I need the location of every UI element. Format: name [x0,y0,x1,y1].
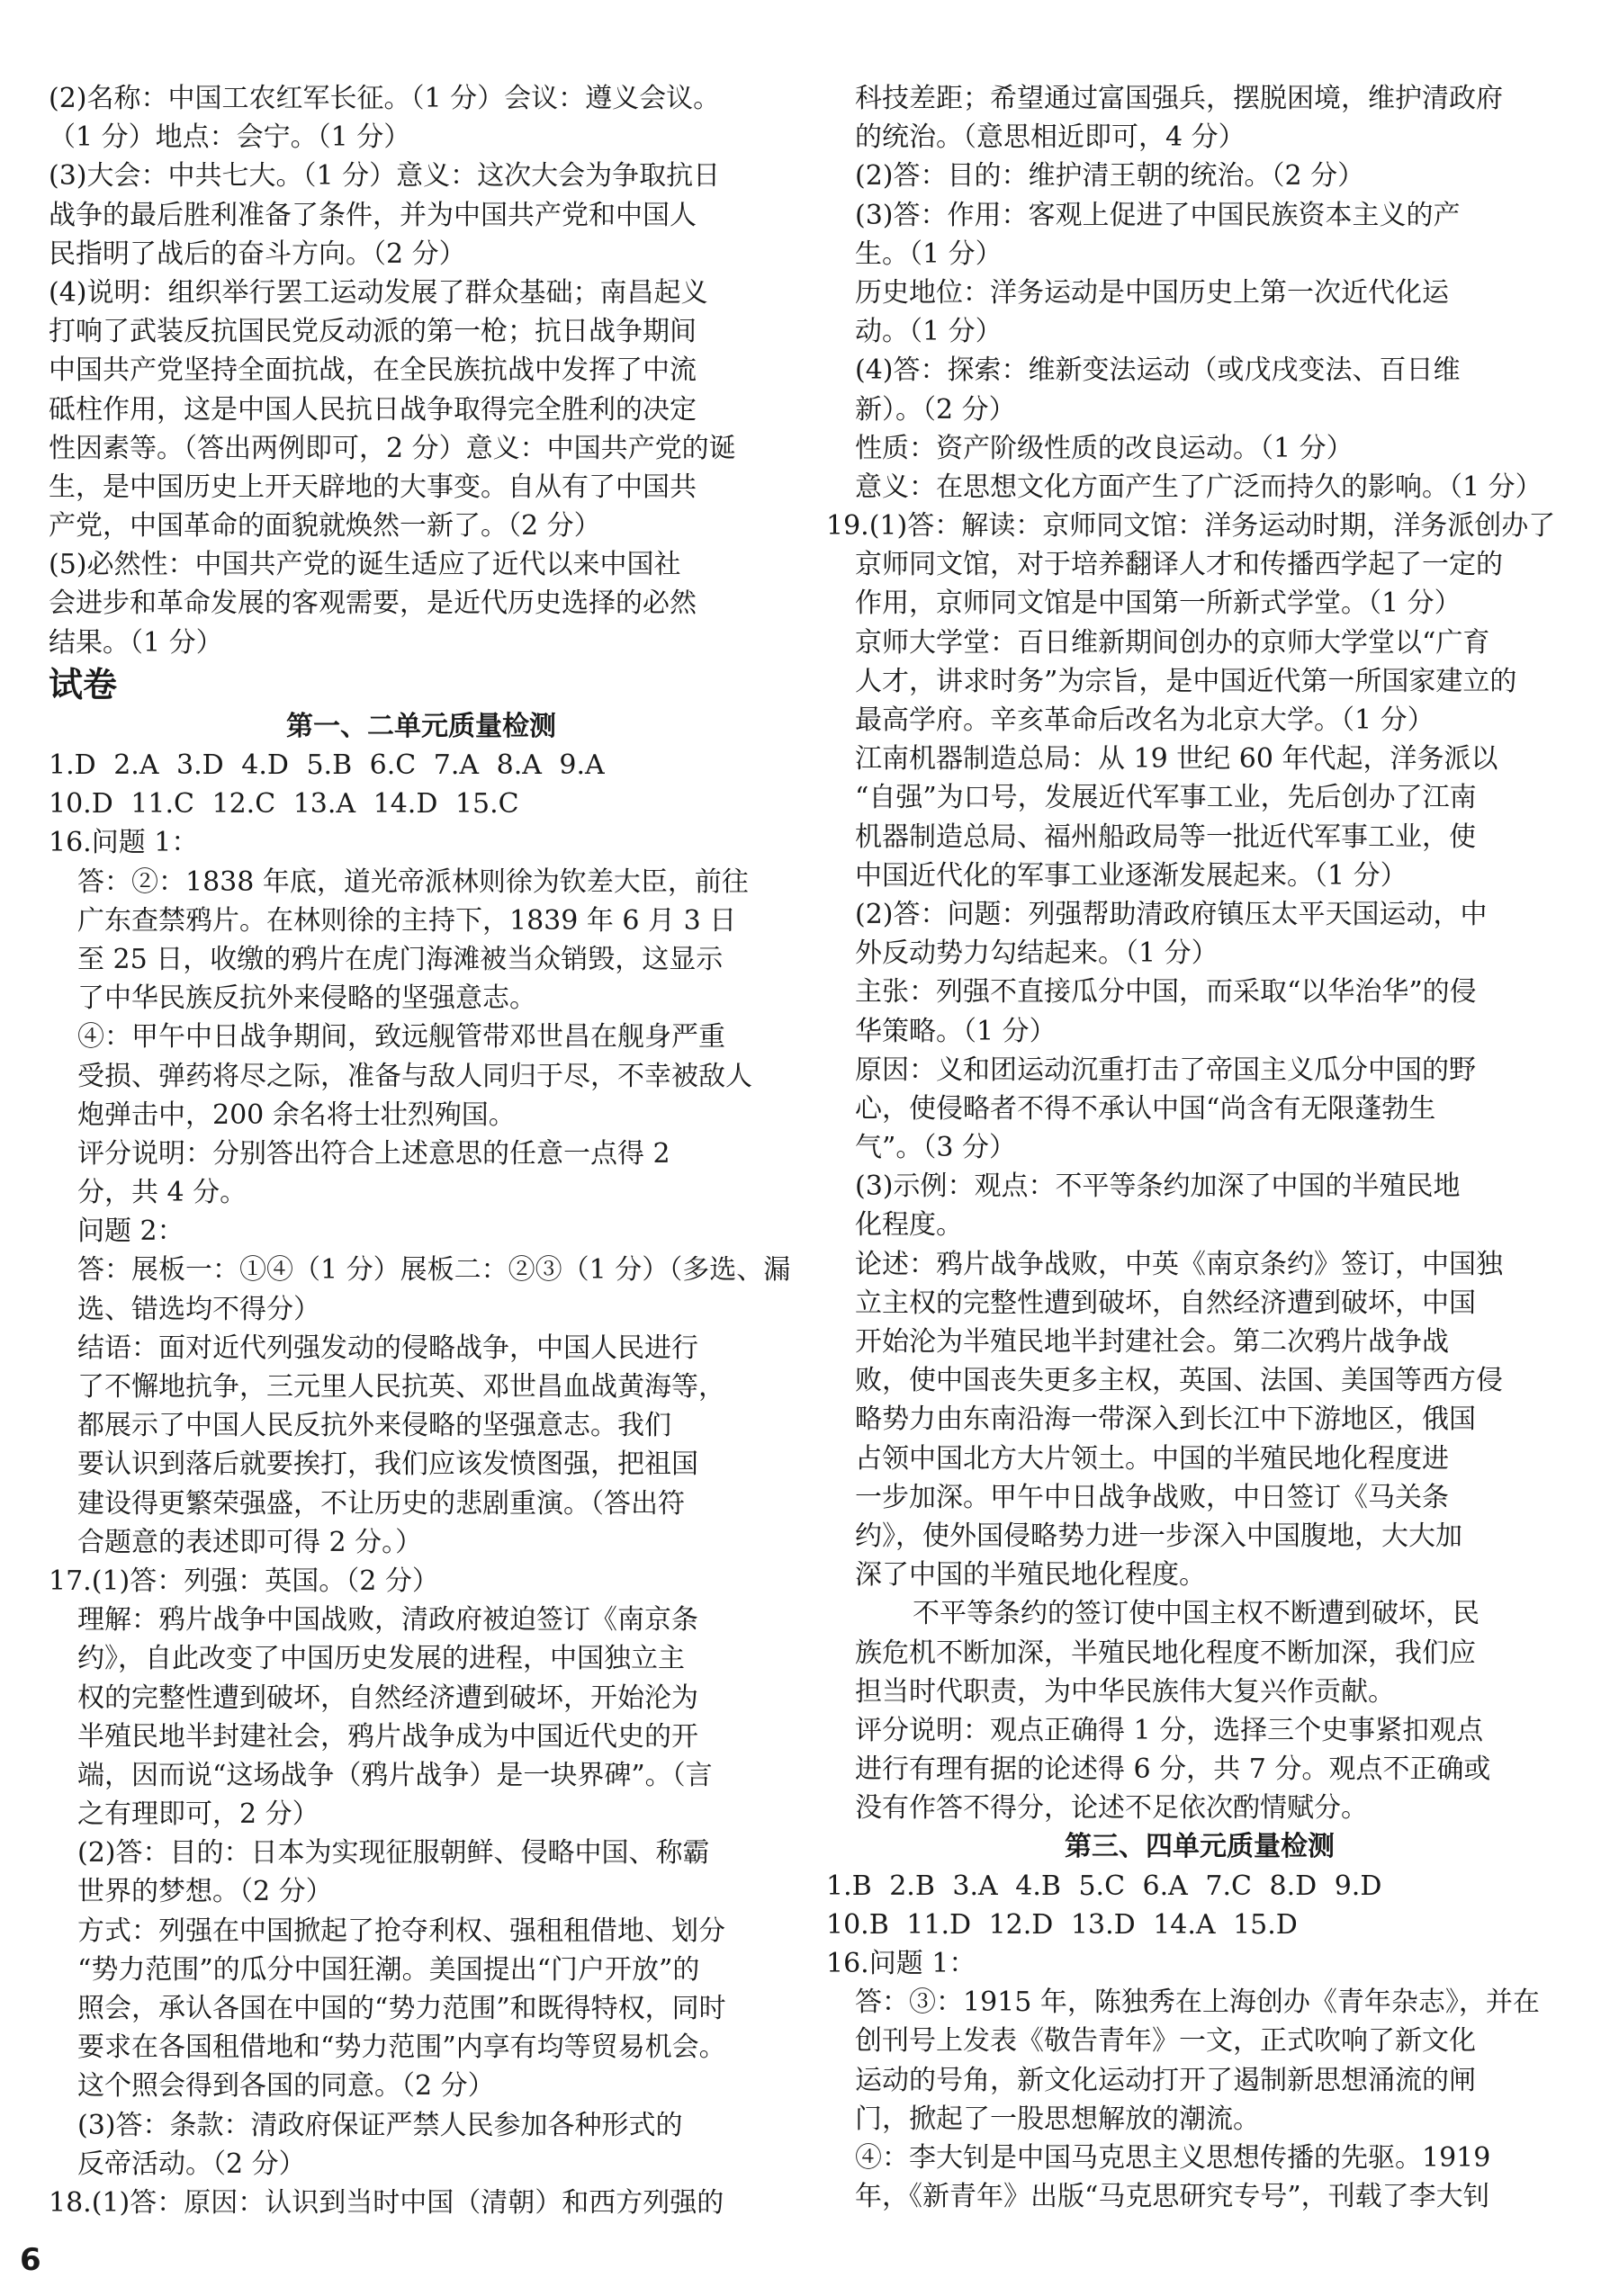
text-line: 生。（1 分） [855,238,1003,270]
text-line: ④：甲午中日战争期间，致远舰管带邓世昌在舰身严重 [77,1021,725,1054]
text-line: 外反动势力勾结起来。（1 分） [855,937,1219,970]
text-line: 论述：鸦片战争战败，中英《南京条约》签订，中国独 [855,1248,1503,1280]
text-line: “势力范围”的瓜分中国狂潮。美国提出“门户开放”的 [77,1953,700,1986]
text-line: 心，使侵略者不得不承认中国“尚含有无限蓬勃生 [855,1092,1436,1125]
text-line: 担当时代职责，为中华民族伟大复兴作贡献。 [855,1675,1395,1708]
text-line: 答：展板一：①④（1 分）展板二：②③（1 分）（多选、漏 [77,1254,791,1287]
text-line: 这个照会得到各国的同意。（2 分） [77,2070,495,2103]
text-line: 评分说明：分别答出符合上述意思的任意一点得 2 [77,1137,670,1170]
text-line: 气”。（3 分） [855,1132,1016,1164]
text-line: 不平等条约的签订使中国主权不断遭到破坏，民 [913,1598,1480,1630]
left-column [49,79,794,2222]
text-line: 意义：在思想文化方面产生了广泛而持久的影响。（1 分） [855,471,1543,503]
text-line: 战争的最后胜利准备了条件，并为中国共产党和中国人 [49,199,697,231]
text-line: 人才，讲求时务”为宗旨，是中国近代第一所国家建立的 [855,665,1517,697]
text-line: 约》，使外国侵略势力进一步深入中国腹地，大大加 [855,1520,1462,1552]
text-line: 建设得更繁荣强盛，不让历史的悲剧重演。（答出符 [77,1487,685,1520]
text-line: (3)示例：观点：不平等条约加深了中国的半殖民地 [855,1170,1461,1203]
text-line: (4)答：探索：维新变法运动（或戊戌变法、百日维 [855,354,1461,387]
exam-section-title: 第三、四单元质量检测 [1065,1831,1335,1863]
choice-answers-row: 10.D 11.C 12.C 13.A 14.D 15.C [49,788,519,821]
choice-answers-row: 1.D 2.A 3.D 4.D 5.B 6.C 7.A 8.A 9.A [49,749,605,781]
text-line: 略势力由东南沿海一带深入到长江中下游地区，俄国 [855,1404,1476,1436]
text-line: “自强”为口号，发展近代军事工业，先后创办了江南 [855,782,1477,814]
text-line: (2)答：问题：列强帮助清政府镇压太平天国运动，中 [855,898,1488,930]
text-line: 生，是中国历史上开天辟地的大事变。自从有了中国共 [49,471,697,503]
text-line: 机器制造总局、福州船政局等一批近代军事工业，使 [855,821,1476,853]
text-line: (2)答：目的：维护清王朝的统治。（2 分） [855,160,1365,193]
text-line: 华策略。（1 分） [855,1015,1057,1047]
text-line: (2)名称：中国工农红军长征。（1 分）会议：遵义会议。 [49,83,721,114]
text-line: 半殖民地半封建社会，鸦片战争成为中国近代史的开 [77,1720,698,1753]
page-number: 6 [20,2242,41,2278]
text-line: ④：李大钊是中国马克思主义思想传播的先驱。1919 [855,2141,1491,2174]
text-line: 年，《新青年》出版“马克思研究专号”，刊载了李大钊 [855,2181,1490,2213]
text-line: 18.(1)答：原因：认识到当时中国（清朝）和西方列强的 [49,2186,724,2219]
text-line: 性质：资产阶级性质的改良运动。（1 分） [855,432,1354,464]
text-line: 的统治。（意思相近即可，4 分） [855,121,1246,154]
text-line: 了不懈地抗争，三元里人民抗英、邓世昌血战黄海等， [77,1371,725,1403]
text-line: 结果。（1 分） [49,626,223,659]
text-line: 都展示了中国人民反抗外来侵略的坚强意志。我们 [77,1410,671,1442]
text-line: 问题 2： [77,1215,184,1248]
text-line: (3)大会：中共七大。（1 分）意义：这次大会为争取抗日 [49,160,721,193]
text-line: 门，掀起了一股思想解放的潮流。 [855,2103,1260,2135]
text-line: 方式：列强在中国掀起了抢夺利权、强租租借地、划分 [77,1915,725,1947]
text-line: 产党，中国革命的面貌就焕然一新了。（2 分） [49,510,601,543]
text-line: 立主权的完整性遭到破坏，自然经济遭到破坏，中国 [855,1287,1476,1319]
section-heading: 试卷 [49,664,118,704]
text-line: 结语：面对近代列强发动的侵略战争，中国人民进行 [77,1332,698,1364]
text-line: 照会，承认各国在中国的“势力范围”和既得特权，同时 [77,1993,726,2024]
text-line: 会进步和革命发展的客观需要，是近代历史选择的必然 [49,587,697,620]
text-line: 世界的梦想。（2 分） [77,1876,333,1908]
text-line: 之有理即可，2 分） [77,1798,319,1831]
text-line: 17.(1)答：列强：英国。（2 分） [49,1565,439,1597]
text-line: 败，使中国丧失更多主权，英国、法国、美国等西方侵 [855,1365,1503,1397]
text-line: 要求在各国租借地和“势力范围”内享有均等贸易机会。 [77,2031,726,2064]
text-line: 深了中国的半殖民地化程度。 [855,1559,1206,1592]
text-line: 创刊号上发表《敬告青年》一文，正式吹响了新文化 [855,2025,1476,2058]
text-line: 答：②：1838 年底，道光帝派林则徐为钦差大臣，前往 [77,865,749,898]
text-line: 理解：鸦片战争中国战败，清政府被迫签订《南京条 [77,1604,698,1637]
text-line: 开始沦为半殖民地半封建社会。第二次鸦片战争战 [855,1326,1449,1358]
text-line: 约》，自此改变了中国历史发展的进程，中国独立主 [77,1643,685,1675]
text-line: (5)必然性：中国共产党的诞生适应了近代以来中国社 [49,549,681,581]
text-line: 砥柱作用，这是中国人民抗日战争取得完全胜利的决定 [49,393,697,426]
text-line: 要认识到落后就要挨打，我们应该发愤图强，把祖国 [77,1448,698,1481]
right-column [826,79,1573,2216]
text-line: 16.问题 1： [49,827,199,859]
text-line: 选、错选均不得分） [77,1293,320,1325]
text-line: 进行有理有据的论述得 6 分，共 7 分。观点不正确或 [855,1753,1491,1786]
text-line: 民指明了战后的奋斗方向。（2 分） [49,238,466,270]
text-line: 受损、弹药将尽之际，准备与敌人同归于尽，不幸被敌人 [77,1060,752,1092]
text-line: 打响了武装反抗国民党反动派的第一枪；抗日战争期间 [49,316,697,348]
text-line: 新）。（2 分） [855,393,1016,426]
text-line: 答：③：1915 年，陈独秀在上海创办《青年杂志》，并在 [855,1987,1540,2019]
text-line: 16.问题 1： [826,1948,976,1979]
text-line: 作用，京师同文馆是中国第一所新式学堂。（1 分） [855,587,1462,620]
text-line: 京师大学堂：百日维新期间创办的京师大学堂以“广育 [855,626,1490,659]
text-line: 了中华民族反抗外来侵略的坚强意志。 [77,982,536,1015]
text-line: 江南机器制造总局：从 19 世纪 60 年代起，洋务派以 [855,743,1498,776]
choice-answers-row: 1.B 2.B 3.A 4.B 5.C 6.A 7.C 8.D 9.D [826,1870,1382,1902]
text-line: 端，因而说“这场战争（鸦片战争）是一块界碑”。（言 [77,1759,713,1791]
exam-section-title: 第一、二单元质量检测 [286,710,556,742]
text-line: 反帝活动。（2 分） [77,2148,306,2180]
text-line: 合题意的表述即可得 2 分。） [77,1526,423,1558]
text-line: (4)说明：组织举行罢工运动发展了群众基础；南昌起义 [49,276,708,309]
text-line: 运动的号角，新文化运动打开了遏制新思想涌流的闸 [855,2064,1476,2096]
text-line: 一步加深。甲午中日战争战败，中日签订《马关条 [855,1481,1449,1513]
text-line: 性因素等。（答出两例即可，2 分）意义：中国共产党的诞 [49,432,736,464]
text-line: 至 25 日，收缴的鸦片在虎门海滩被当众销毁，这显示 [77,943,724,975]
text-line: (2)答：目的：日本为实现征服朝鲜、侵略中国、称霸 [77,1837,710,1870]
text-line: （1 分）地点：会宁。（1 分） [49,121,411,154]
text-line: 19.(1)答：解读：京师同文馆：洋务运动时期，洋务派创办了 [826,510,1556,543]
text-line: 化程度。 [855,1209,963,1242]
text-line: (3)答：条款：清政府保证严禁人民参加各种形式的 [77,2109,683,2141]
text-line: 历史地位：洋务运动是中国历史上第一次近代化运 [855,276,1449,309]
text-line: 评分说明：观点正确得 1 分，选择三个史事紧扣观点 [855,1714,1484,1746]
text-line: 主张：列强不直接瓜分中国，而采取“以华治华”的侵 [855,976,1477,1009]
text-line: 动。（1 分） [855,316,1003,348]
text-line: 中国共产党坚持全面抗战，在全民族抗战中发挥了中流 [49,354,697,387]
text-line: (3)答：作用：客观上促进了中国民族资本主义的产 [855,199,1461,231]
text-line: 炮弹击中，200 余名将士壮烈殉国。 [77,1099,516,1131]
text-line: 族危机不断加深，半殖民地化程度不断加深，我们应 [855,1637,1476,1669]
text-line: 科技差距；希望通过富国强兵，摆脱困境，维护清政府 [855,83,1503,114]
text-line: 广东查禁鸦片。在林则徐的主持下，1839 年 6 月 3 日 [77,904,737,937]
text-line: 最高学府。辛亥革命后改名为北京大学。（1 分） [855,704,1435,736]
text-line: 京师同文馆，对于培养翻译人才和传播西学起了一定的 [855,549,1503,581]
text-line: 占领中国北方大片领土。中国的半殖民地化程度进 [855,1442,1449,1475]
text-line: 没有作答不得分，论述不足依次酌情赋分。 [855,1792,1368,1825]
text-line: 中国近代化的军事工业逐渐发展起来。（1 分） [855,859,1408,892]
text-line: 原因：义和团运动沉重打击了帝国主义瓜分中国的野 [855,1054,1476,1086]
text-line: 权的完整性遭到破坏，自然经济遭到破坏，开始沦为 [77,1682,698,1714]
text-line: 分，共 4 分。 [77,1177,247,1209]
choice-answers-row: 10.B 11.D 12.D 13.D 14.A 15.D [826,1908,1298,1941]
